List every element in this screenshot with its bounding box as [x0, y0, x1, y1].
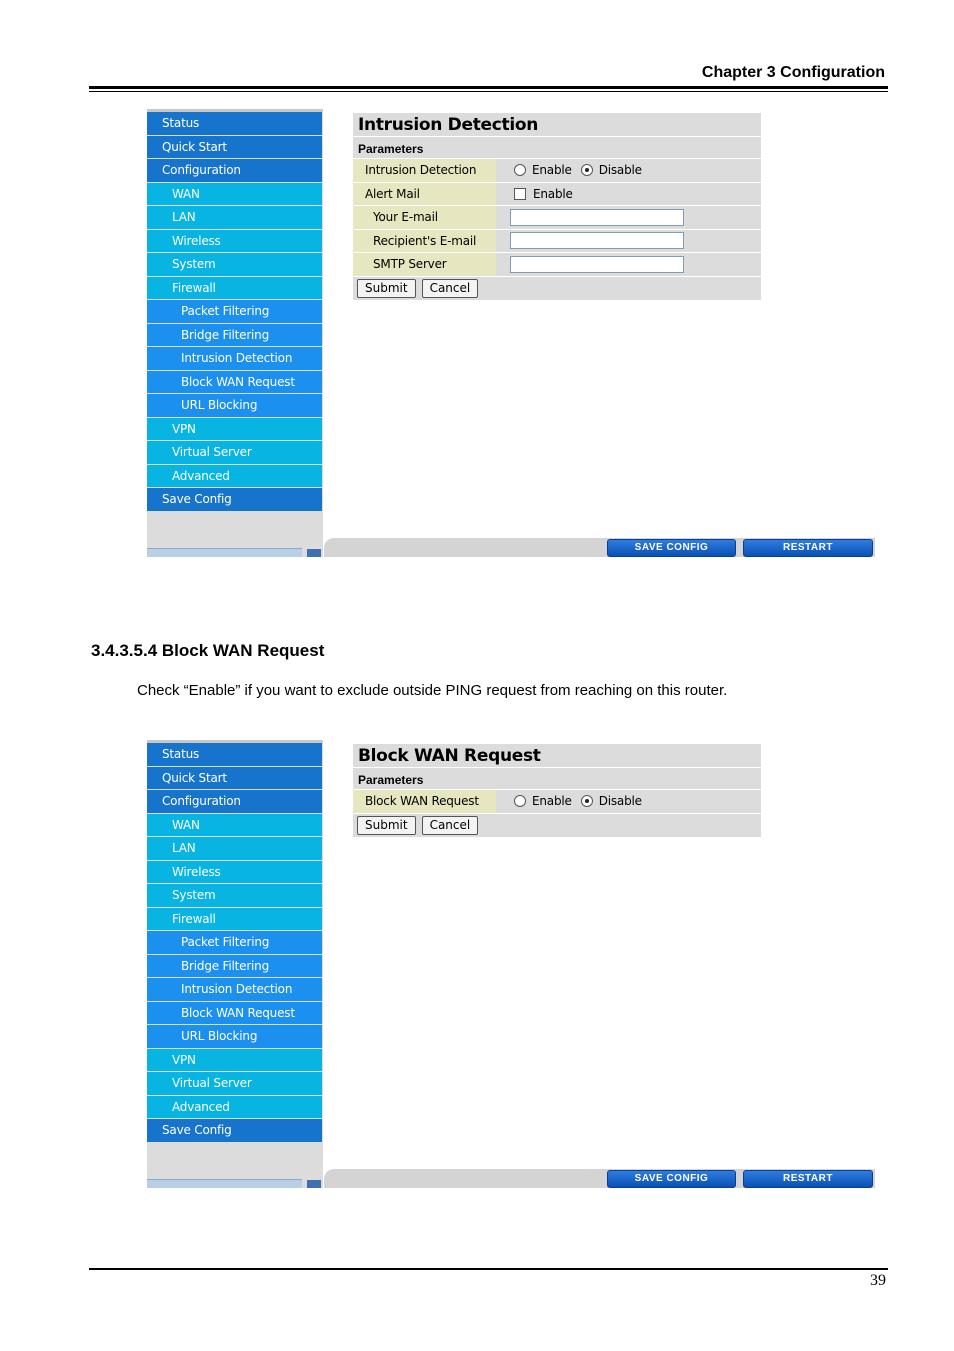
sidebar-item-packet-filtering[interactable]: Packet Filtering	[147, 300, 322, 323]
form-title: Block WAN Request	[353, 744, 761, 767]
sidebar-item-advanced[interactable]: Advanced	[147, 465, 322, 488]
save-config-button[interactable]: SAVE CONFIG	[607, 1170, 736, 1188]
sidebar-item-system[interactable]: System	[147, 884, 322, 907]
submit-button[interactable]: Submit	[357, 279, 416, 298]
intrusion-detection-form	[353, 113, 761, 300]
chapter-title: Chapter 3 Configuration	[701, 64, 885, 81]
scroll-arrow-icon[interactable]	[307, 549, 321, 557]
enable-option-label: Enable	[532, 163, 572, 178]
nav-list	[147, 743, 323, 1142]
sidebar-item-bridge-filtering[interactable]: Bridge Filtering	[147, 955, 322, 978]
disable-option-label: Disable	[598, 163, 642, 178]
sidebar-item-quick-start[interactable]: Quick Start	[147, 136, 322, 159]
sidebar-item-virtual-server[interactable]: Virtual Server	[147, 1072, 322, 1095]
sidebar-item-vpn[interactable]: VPN	[147, 1049, 322, 1072]
block-disable-radio[interactable]	[581, 795, 593, 807]
page-number: 39	[870, 1272, 886, 1289]
intrusion-disable-radio[interactable]	[581, 164, 593, 176]
block-wan-request-label: Block WAN Request	[353, 790, 496, 813]
smtp-server-label: SMTP Server	[353, 253, 496, 276]
sidebar-item-wan[interactable]: WAN	[147, 183, 322, 206]
smtp-server-input[interactable]	[510, 256, 684, 273]
alert-mail-label: Alert Mail	[353, 183, 496, 206]
footer-rule	[89, 1268, 888, 1270]
header-rule-thick	[89, 86, 888, 89]
sidebar-item-firewall[interactable]: Firewall	[147, 908, 322, 931]
sidebar-item-advanced[interactable]: Advanced	[147, 1096, 322, 1119]
cancel-button[interactable]: Cancel	[422, 816, 479, 835]
intrusion-detection-row	[353, 159, 761, 182]
sidebar-item-url-blocking[interactable]: URL Blocking	[147, 1025, 322, 1048]
sidebar-item-configuration[interactable]: Configuration	[147, 790, 322, 813]
nav-list	[147, 112, 323, 511]
block-wan-request-form	[353, 744, 761, 837]
sidebar-item-wireless[interactable]: Wireless	[147, 861, 322, 884]
block-wan-request-screenshot	[147, 740, 875, 1188]
sidebar-item-quick-start[interactable]: Quick Start	[147, 767, 322, 790]
sidebar-item-system[interactable]: System	[147, 253, 322, 276]
section-heading: 3.4.3.5.4 Block WAN Request	[91, 641, 325, 660]
enable-option-label: Enable	[532, 794, 572, 809]
sidebar-item-wan[interactable]: WAN	[147, 814, 322, 837]
block-enable-radio[interactable]	[514, 795, 526, 807]
form-actions	[353, 814, 761, 837]
sidebar-item-status[interactable]: Status	[147, 112, 322, 135]
sidebar-item-virtual-server[interactable]: Virtual Server	[147, 441, 322, 464]
sidebar-nav	[147, 740, 323, 1188]
block-wan-request-row	[353, 790, 761, 813]
submit-button[interactable]: Submit	[357, 816, 416, 835]
sidebar-item-lan[interactable]: LAN	[147, 206, 322, 229]
sidebar-item-wireless[interactable]: Wireless	[147, 230, 322, 253]
disable-option-label: Disable	[598, 794, 642, 809]
intrusion-detection-label: Intrusion Detection	[353, 159, 496, 182]
parameters-heading: Parameters	[353, 137, 761, 158]
sidebar-item-status[interactable]: Status	[147, 743, 322, 766]
sidebar-item-block-wan-request[interactable]: Block WAN Request	[147, 371, 322, 394]
intrusion-enable-radio[interactable]	[514, 164, 526, 176]
restart-button[interactable]: RESTART	[743, 539, 873, 557]
sidebar-item-url-blocking[interactable]: URL Blocking	[147, 394, 322, 417]
sidebar-item-configuration[interactable]: Configuration	[147, 159, 322, 182]
sidebar-scrollbar[interactable]	[147, 1179, 302, 1188]
recipient-email-row	[353, 230, 761, 253]
form-title: Intrusion Detection	[353, 113, 761, 136]
sidebar-item-save-config[interactable]: Save Config	[147, 488, 322, 511]
section-body: Check “Enable” if you want to exclude outside PING request from reaching on this router.	[137, 682, 728, 699]
recipient-email-label: Recipient's E-mail	[353, 230, 496, 253]
sidebar-item-save-config[interactable]: Save Config	[147, 1119, 322, 1142]
form-actions	[353, 277, 761, 300]
sidebar-item-block-wan-request[interactable]: Block WAN Request	[147, 1002, 322, 1025]
your-email-label: Your E-mail	[353, 206, 496, 229]
sidebar-item-bridge-filtering[interactable]: Bridge Filtering	[147, 324, 322, 347]
your-email-input[interactable]	[510, 209, 684, 226]
sidebar-item-lan[interactable]: LAN	[147, 837, 322, 860]
sidebar-item-packet-filtering[interactable]: Packet Filtering	[147, 931, 322, 954]
alert-mail-row	[353, 183, 761, 206]
cancel-button[interactable]: Cancel	[422, 279, 479, 298]
parameters-heading: Parameters	[353, 768, 761, 789]
recipient-email-input[interactable]	[510, 232, 684, 249]
alert-mail-checkbox[interactable]	[514, 188, 526, 200]
your-email-row	[353, 206, 761, 229]
sidebar-item-firewall[interactable]: Firewall	[147, 277, 322, 300]
sidebar-item-intrusion-detection[interactable]: Intrusion Detection	[147, 347, 322, 370]
save-config-button[interactable]: SAVE CONFIG	[607, 539, 736, 557]
scroll-arrow-icon[interactable]	[307, 1180, 321, 1188]
alert-mail-enable-label: Enable	[533, 186, 573, 201]
sidebar-item-vpn[interactable]: VPN	[147, 418, 322, 441]
intrusion-detection-screenshot	[147, 109, 875, 557]
sidebar-item-intrusion-detection[interactable]: Intrusion Detection	[147, 978, 322, 1001]
smtp-server-row	[353, 253, 761, 276]
sidebar-nav	[147, 109, 323, 557]
sidebar-scrollbar[interactable]	[147, 548, 302, 557]
header-rule-thin	[89, 91, 888, 92]
restart-button[interactable]: RESTART	[743, 1170, 873, 1188]
